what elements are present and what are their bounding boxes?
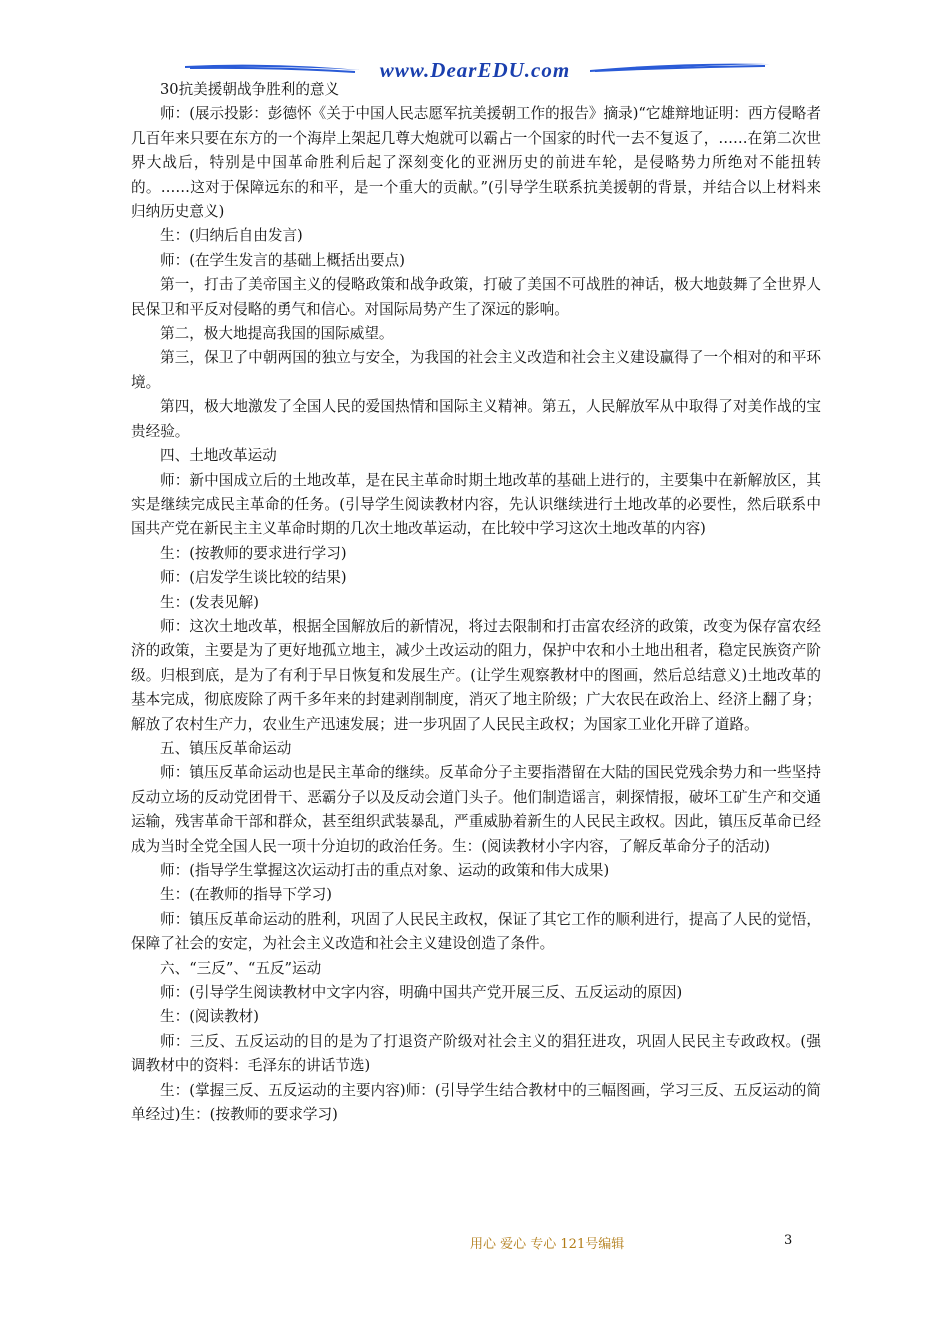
page-footer: [0, 1233, 950, 1253]
paragraph: 五、镇压反革命运动: [160, 739, 292, 757]
paragraph: 生：(按教师的要求进行学习): [160, 544, 347, 562]
paragraph: 生：(掌握三反、五反运动的主要内容)师：(引导学生结合教材中的三幅图画，学习三反、五反运动的简单经过)生：(按教师的要求学习): [131, 1081, 821, 1124]
paragraph: 师：(启发学生谈比较的结果): [160, 569, 347, 587]
page-number: 3: [784, 1233, 793, 1248]
paragraph: 四、土地改革运动: [160, 447, 277, 465]
paragraph: 生：(阅读教材): [160, 1008, 259, 1026]
footer-slogan: 用心 爱心 专心 121号编辑: [470, 1237, 625, 1252]
paragraph: 生：(归纳后自由发言): [160, 227, 303, 245]
paragraph: 师：(引导学生阅读教材中文字内容，明确中国共产党开展三反、五反运动的原因): [160, 984, 683, 1002]
paragraph: 第三，保卫了中朝两国的独立与安全，为我国的社会主义改造和社会主义建设赢得了一个相对的和平环境。: [131, 349, 821, 391]
paragraph: 师：三反、五反运动的目的是为了打退资产阶级对社会主义的猖狂进攻，巩固人民民主专政政权。(强调教材中的资料：毛泽东的讲话节选): [131, 1032, 821, 1075]
paragraph: 六、“三反”、“五反”运动: [160, 959, 322, 977]
paragraph: 师：(在学生发言的基础上概括出要点): [160, 251, 405, 269]
paragraph: 第四，极大地激发了全国人民的爱国热情和国际主义精神。第五，人民解放军从中取得了对美作战的宝贵经验。: [131, 398, 821, 440]
paragraph: 师：(指导学生掌握这次运动打击的重点对象、运动的政策和伟大成果): [160, 862, 610, 879]
paragraph: 生：(发表见解): [160, 593, 259, 611]
paragraph: 30抗美援朝战争胜利的意义: [160, 81, 340, 98]
site-url: www.DearEDU.com: [379, 58, 571, 82]
document-body: [131, 78, 821, 1127]
paragraph: 第一，打击了美帝国主义的侵略政策和战争政策，打破了美国不可战胜的神话，极大地鼓舞了全世界人民保卫和平反对侵略的勇气和信心。对国际局势产生了深远的影响。: [131, 276, 821, 318]
paragraph: 师：新中国成立后的土地改革，是在民主革命时期土地改革的基础上进行的，主要集中在新解放区，其实是继续完成民主革命的任务。(引导学生阅读教材内容，先认识继续进行土地改革的必要性，然后联系中国共产党在新民主主义革命时期的几次土地改革运动，在比较中学习这次土地改革的内容): [131, 471, 821, 538]
paragraph: 师：(展示投影：彭德怀《关于中国人民志愿军抗美援朝工作的报告》摘录)“它雄辩地证明：西方侵略者几百年来只要在东方的一个海岸上架起几尊大炮就可以霸占一个国家的时代一去不复返了，……在第二次世界大战后，特别是中国革命胜利后起了深刻变化的亚洲历史的前进车轮，是侵略势力所绝对不能扭转的。……这对于保障远东的和平，是一个重大的贡献。”(引导学生联系抗美援朝的背景，并结合以上材料来归纳历史意义): [131, 105, 821, 221]
paragraph: 第二，极大地提高我国的国际威望。: [160, 325, 394, 343]
paragraph: 师：镇压反革命运动的胜利，巩固了人民民主政权，保证了其它工作的顺利进行，提高了人民的觉悟，保障了社会的安定，为社会主义改造和社会主义建设创造了条件。: [131, 910, 821, 953]
paragraph: 生：(在教师的指导下学习): [160, 886, 332, 904]
paragraph: 师：镇压反革命运动也是民主革命的继续。反革命分子主要指潜留在大陆的国民党残余势力和一些坚持反动立场的反动党团骨干、恶霸分子以及反动会道门头子。他们制造谣言，刺探情报，破坏工矿生产和交通运输，残害革命干部和群众，甚至组织武装暴乱，严重威胁着新生的人民民主政权。因此，镇压反革命已经成为当时全党全国人民一项十分迫切的政治任务。生：(阅读教材小字内容，了解反革命分子的活动): [131, 764, 821, 855]
paragraph: 师：这次土地改革，根据全国解放后的新情况，将过去限制和打击富农经济的政策，改变为保存富农经济的政策，主要是为了更好地孤立地主，减少土改运动的阻力，保护中农和小土地出租者，稳定民族资产阶级。归根到底，是为了有利于早日恢复和发展生产。(让学生观察教材中的图画，然后总结意义)土地改革的基本完成，彻底废除了两千多年来的封建剥削制度，消灭了地主阶级；广大农民在政治上、经济上翻了身；解放了农村生产力，农业生产迅速发展；进一步巩固了人民民主政权；为国家工业化开辟了道路。: [131, 617, 821, 733]
